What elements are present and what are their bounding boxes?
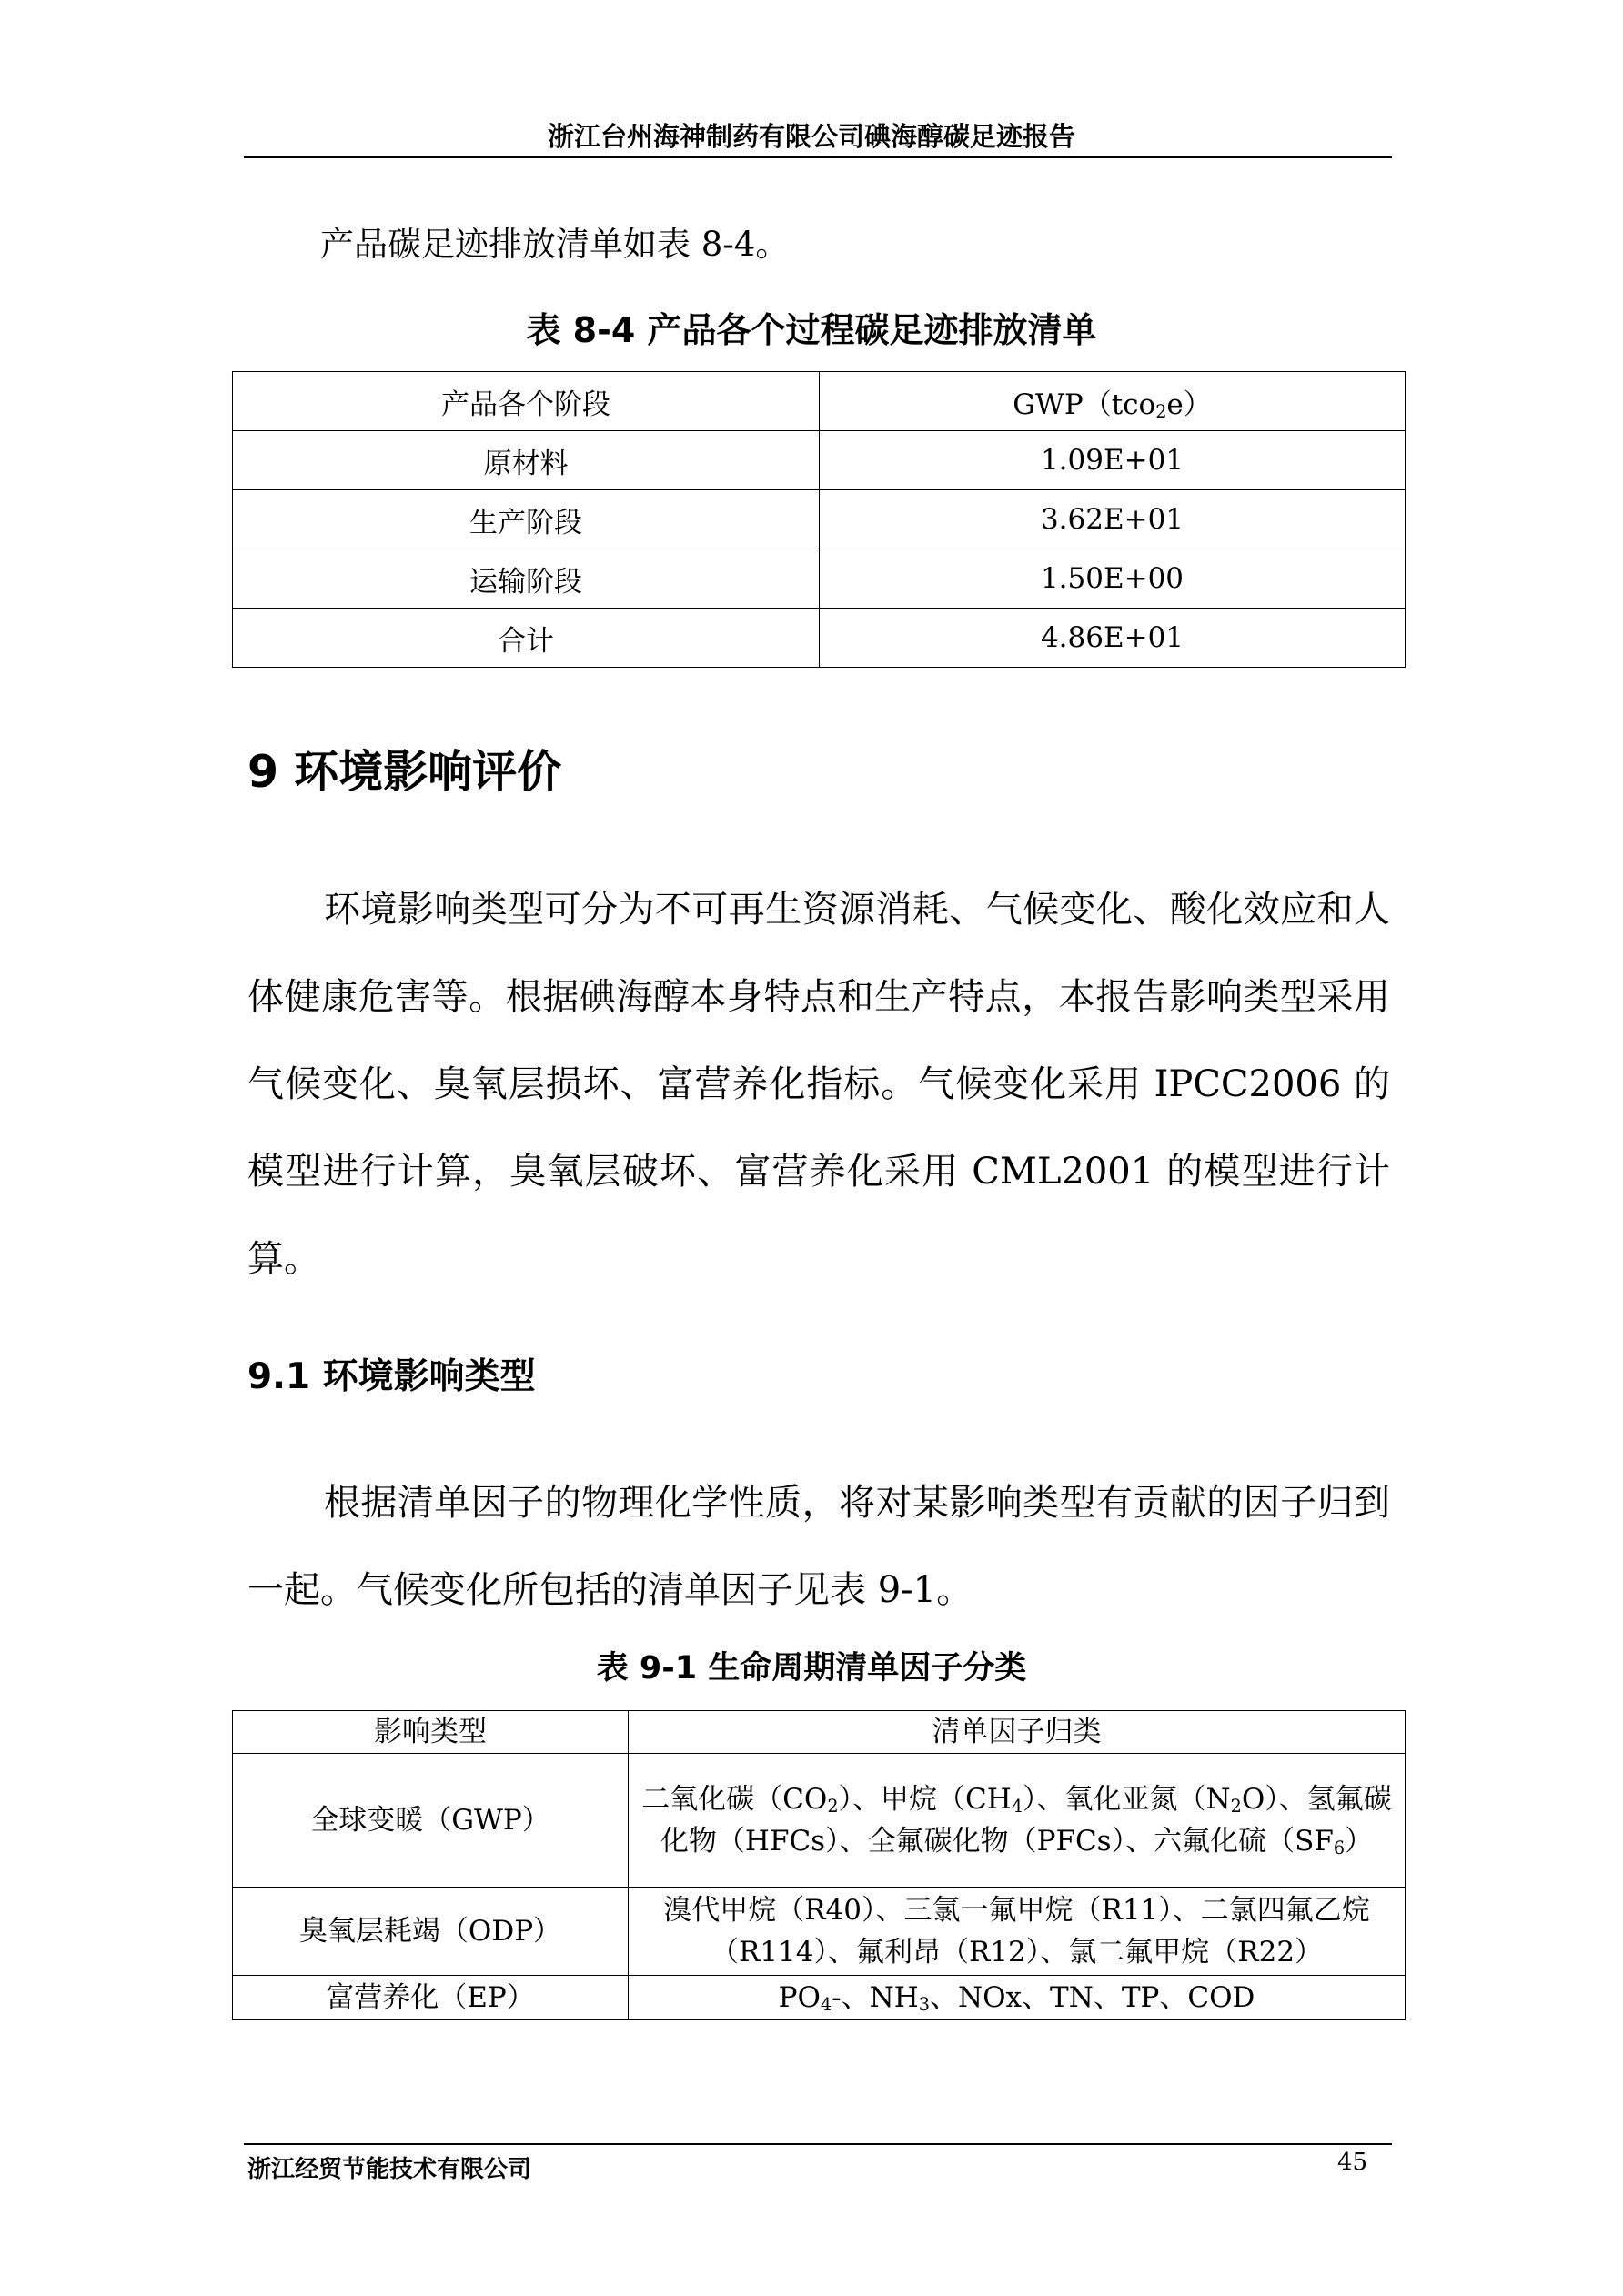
- impact-type-gwp: 全球变暖（GWP）: [233, 1754, 629, 1888]
- gwp-header-post: e）: [1166, 388, 1212, 421]
- section-9-1-paragraph: 根据清单因子的物理化学性质，将对某影响类型有贡献的因子归到一起。气候变化所包括的清单因子见表 9-1。: [247, 1482, 1390, 1611]
- table-row: [233, 1976, 1406, 2020]
- gwp-cell: 1.50E+00: [820, 549, 1406, 609]
- subscript: 3: [918, 1993, 930, 2015]
- section-9-heading: 9 环境影响评价: [247, 746, 562, 798]
- section-9-1-body: [247, 1459, 1390, 1634]
- column-header-stage: 产品各个阶段: [233, 372, 820, 431]
- factor-text: 二氧化碳（CO: [641, 1783, 828, 1816]
- factors-odp: 溴代甲烷（R40）、三氯一氟甲烷（R11）、二氯四氟乙烷（R114）、氟利昂（R12）、氯二氟甲烷（R22）: [629, 1888, 1406, 1976]
- page-header-title: 浙江台州海神制药有限公司碘海醇碳足迹报告: [547, 121, 1075, 152]
- table-row: [233, 431, 1406, 490]
- factor-text: -、NH: [832, 1981, 919, 2014]
- gwp-header-sub: 2: [1155, 400, 1167, 422]
- table-8-4: [232, 371, 1406, 668]
- stage-cell: 原材料: [233, 431, 820, 490]
- table-row: [233, 372, 1406, 431]
- stage-cell: 合计: [233, 609, 820, 668]
- table-9-1: [232, 1710, 1406, 2020]
- section-9-1-heading: 9.1 环境影响类型: [247, 1356, 536, 1397]
- header-divider: [244, 156, 1392, 158]
- factor-text: ）、氧化亚氮（N: [1023, 1783, 1231, 1816]
- table-row: [233, 1754, 1406, 1888]
- footer-divider: [244, 2143, 1392, 2145]
- subscript: 4: [1011, 1795, 1023, 1817]
- column-header-impact-type: 影响类型: [233, 1711, 629, 1754]
- gwp-header-pre: GWP（tco: [1013, 388, 1156, 421]
- subscript: 6: [1333, 1837, 1346, 1858]
- subscript: 4: [820, 1993, 832, 2015]
- impact-type-ep: 富营养化（EP）: [233, 1976, 629, 2020]
- stage-cell: 运输阶段: [233, 549, 820, 609]
- stage-cell: 生产阶段: [233, 490, 820, 549]
- gwp-cell: 1.09E+01: [820, 431, 1406, 490]
- section-9-paragraph: 环境影响类型可分为不可再生资源消耗、气候变化、酸化效应和人体健康危害等。根据碘海醇本身特点和生产特点，本报告影响类型采用气候变化、臭氧层损坏、富营养化指标。气候变化采用 IPCC2006 的模型进行计算，臭氧层破坏、富营养化采用 CML2001 的模型进行计算。: [247, 889, 1390, 1280]
- factor-text: ）: [1345, 1825, 1374, 1858]
- factor-text: 、NOx、TN、TP、COD: [930, 1981, 1255, 2014]
- footer-company: 浙江经贸节能技术有限公司: [247, 2156, 532, 2183]
- page-number: 45: [1337, 2149, 1368, 2176]
- table-8-4-caption: 表 8-4 产品各个过程碳足迹排放清单: [526, 310, 1097, 350]
- factor-text: PO: [778, 1981, 821, 2014]
- factor-text: ）、甲烷（CH: [838, 1783, 1012, 1816]
- gwp-cell: 4.86E+01: [820, 609, 1406, 668]
- factors-ep: [629, 1976, 1406, 2020]
- factors-gwp: [629, 1754, 1406, 1888]
- table-9-1-caption: 表 9-1 生命周期清单因子分类: [596, 1650, 1027, 1687]
- subscript: 2: [1230, 1795, 1242, 1817]
- table-row: [233, 490, 1406, 549]
- table-row: [233, 1711, 1406, 1754]
- subscript: 2: [827, 1795, 839, 1817]
- table-row: [233, 549, 1406, 609]
- gwp-cell: 3.62E+01: [820, 490, 1406, 549]
- table-row: [233, 609, 1406, 668]
- impact-type-odp: 臭氧层耗竭（ODP）: [233, 1888, 629, 1976]
- column-header-gwp: [820, 372, 1406, 431]
- column-header-factors: 清单因子归类: [629, 1711, 1406, 1754]
- factor-text: O）、氢氟碳化物（HFCs）、全氟碳化物（PFCs）、六氟化硫（SF: [660, 1783, 1392, 1858]
- intro-text: 产品碳足迹排放清单如表 8-4。: [320, 225, 790, 264]
- section-9-body: [247, 866, 1390, 1303]
- table-row: [233, 1888, 1406, 1976]
